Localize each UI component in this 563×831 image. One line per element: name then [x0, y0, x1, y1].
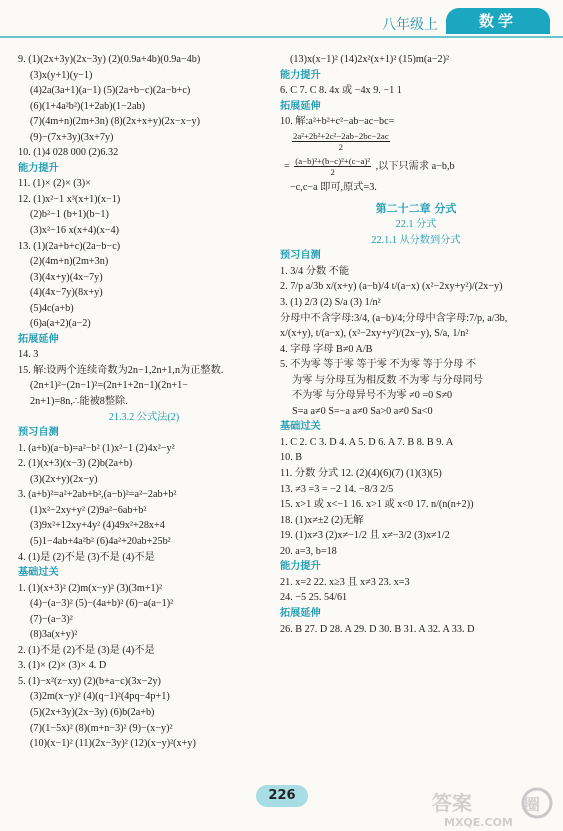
answer-line: 1. C 2. C 3. D 4. A 5. D 6. A 7. B 8. B 9. A — [280, 436, 454, 448]
section-title: 22.1 分式 — [395, 219, 437, 231]
header-rule — [0, 36, 563, 38]
answer-line: 1. 3/4 分数 不能 — [280, 265, 350, 277]
fraction-denominator: 2 — [338, 141, 344, 152]
answer-line: (4)2a(3a+1)(a−1) (5)(2a+b−c)(2a−b+c) — [30, 85, 191, 97]
left-column — [18, 52, 270, 752]
section-heading: 拓展延伸 — [280, 100, 321, 112]
answer-line: 11. (1)× (2)× (3)× — [18, 178, 91, 190]
answer-line: 20. a=3, b=18 — [280, 545, 337, 557]
answer-line: 3. (a+b)²=a²+2ab+b²,(a−b)²=a²−2ab+b² — [18, 489, 177, 501]
answer-line: 6. C 7. C 8. 4x 或 −4x 9. −1 1 — [280, 85, 402, 97]
answer-line: (3)(4x+y)(4x−7y) — [30, 271, 103, 283]
answer-line: 2. 7/p a/3b x/(x+y) (a−b)/4 t/(a−x) (x²−2xy+y²)/(2x−y) — [280, 281, 503, 293]
fraction — [294, 156, 371, 177]
answer-line: 26. B 27. D 28. A 29. D 30. B 31. A 32. A 33. D — [280, 623, 475, 635]
answer-line: 21. x=2 22. x≥3 且 x≠3 23. x=3 — [280, 576, 410, 588]
answer-line: (4)−(a−3)² (5)−(4a+b)² (6)−a(a−1)² — [30, 598, 174, 610]
answer-line: 11. 分数 分式 12. (2)(4)(6)(7) (1)(3)(5) — [280, 468, 442, 480]
answer-line: (5)(2x+3y)(2x−3y) (6)b(2a+b) — [30, 706, 155, 718]
answer-line: 10. 解:a²+b²+c²−ab−ac−bc= — [280, 116, 395, 128]
answer-line: (5)1−4ab+4a²b² (6)4a²+20ab+25b² — [30, 535, 171, 547]
subsection-title: 22.1.1 从分数到分式 — [371, 234, 461, 246]
fraction-denominator: 2 — [330, 166, 335, 177]
section-heading: 拓展延伸 — [280, 607, 321, 619]
answer-line: (3)(2x+y)(2x−y) — [30, 473, 98, 485]
answer-line: (7)(4m+n)(2m+3n) (8)(2x+x+y)(2x−x−y) — [30, 116, 200, 128]
answer-line: 15. x>1 或 x<−1 16. x>1 或 x<0 17. n/(n(n+2)) — [280, 499, 474, 511]
answer-line: 5. 不为零 等于零 等于零 不为零 等于分母 不 — [280, 359, 477, 371]
answer-line: (5)4c(a+b) — [30, 302, 74, 314]
answer-line: 13. (1)(2a+b+c)(2a−b−c) — [18, 240, 121, 252]
fraction-line: = $\frac{\text{(a−b)²+(b−c)²+(c−a)²}}{2}$ ,以下只需求 a−b,b — [284, 155, 455, 177]
answer-line: 不为零 与分母异号不为零 ≠0 =0 S≠0 — [292, 390, 453, 402]
fraction-line — [280, 130, 552, 154]
fraction-numerator: (a−b)²+(b−c)²+(c−a)² — [295, 155, 371, 166]
answer-line: 13. ≠3 =3 = −2 14. −8/3 2/5 — [280, 483, 394, 495]
answer-line: x/(x+y), t/(a−x), (x²−2xy+y²)/(2x−y), S/a, 1/n² — [280, 328, 469, 340]
answer-line: (1)x²−2xy+y² (2)9a²−6ab+b² — [30, 504, 147, 516]
answer-line: 9. (1)(2x+3y)(2x−3y) (2)(0.9a+4b)(0.9a−4b) — [18, 54, 201, 65]
answer-line: (2)b²−1 (b+1)(b−1) — [30, 209, 109, 221]
answer-line: 2. (1)(x+3)(x−3) (2)b(2a+b) — [18, 458, 133, 470]
answer-line: 4. 字母 字母 B≠0 A/B — [280, 343, 373, 355]
answer-line: (3)x(y+1)(y−1) — [30, 69, 93, 81]
svg-text:MXQE.COM: MXQE.COM — [444, 816, 513, 828]
answer-line: 5. (1)−x²(z−xy) (2)(b+a−c)(3x−2y) — [18, 675, 161, 687]
section-heading: 能力提升 — [280, 69, 321, 81]
answer-line: 10. B — [280, 452, 303, 464]
answer-line: 19. (1)x≠3 (2)x≠−1/2 且 x≠−3/2 (3)x≠1/2 — [280, 530, 450, 542]
answer-line: 2. (1)不是 (2)不是 (3)是 (4)不是 — [18, 644, 155, 656]
answer-line: (4)(4x−7y)(8x+y) — [30, 287, 103, 299]
answer-line: 18. (1)x≠±2 (2)无解 — [280, 514, 364, 526]
answer-line: 2n+1)=8n,∴能被8整除. — [30, 396, 128, 408]
subsection-title: 21.3.2 公式法(2) — [108, 411, 180, 423]
section-heading: 预习自测 — [280, 250, 321, 262]
answer-line: 为零 与分母互为相反数 不为零 与分母同号 — [292, 374, 484, 386]
answer-line: 14. 3 — [18, 349, 39, 361]
watermark-logo — [430, 786, 555, 828]
fraction-numerator: 2a²+2b²+2c²−2ab−2bc−2ac — [293, 130, 389, 141]
answer-line: 3. (1) 2/3 (2) S/a (3) 1/n² — [280, 297, 381, 309]
answer-line: 24. −5 25. 54/61 — [280, 592, 348, 604]
answer-line: (9)−(7x+3y)(3x+7y) — [30, 131, 114, 143]
chapter-title: 第二十二章 分式 — [375, 202, 457, 216]
grade-label: 八年级上 — [382, 17, 438, 33]
answer-line: (10)(x−1)² (11)(2x−3y)² (12)(x−y)²(x+y) — [30, 738, 196, 750]
answer-line: 1. (a+b)(a−b)=a²−b² (1)x²−1 (2)4x²−y² — [18, 442, 175, 454]
section-heading: 拓展延伸 — [18, 333, 59, 345]
answer-line: (3)x²−16 x(x+4)(x−4) — [30, 225, 120, 237]
section-heading: 能力提升 — [280, 561, 321, 573]
answer-line: 1. (1)(x+3)² (2)m(x−y)² (3)(3m+1)² — [18, 582, 163, 594]
answer-line: (8)3a(x+y)² — [30, 629, 78, 641]
section-heading: 能力提升 — [18, 162, 59, 174]
answer-line: S=a a≠0 S=−a a≠0 Sa>0 a≠0 Sa<0 — [292, 405, 433, 417]
answer-line: (7)−(a−3)² — [30, 613, 73, 625]
answer-line: (2n+1)²−(2n−1)²=(2n+1+2n−1)(2n+1− — [30, 380, 188, 392]
answer-line: (13)x(x−1)² (14)2x²(x+1)² (15)m(a−2)² — [290, 54, 450, 65]
right-column — [280, 52, 552, 637]
svg-text:圈: 圈 — [524, 795, 541, 814]
section-heading: 预习自测 — [18, 427, 59, 439]
subject-tab: 数学 — [446, 8, 550, 34]
answer-line: 3. (1)× (2)× (3)× 4. D — [18, 660, 107, 672]
answer-text: ,以下只需求 a−b,b — [375, 160, 455, 172]
answer-line: 10. (1)4 028 000 (2)6.32 — [18, 147, 119, 159]
section-heading: 基础过关 — [18, 567, 59, 579]
answer-line: (3)2m(x−y)² (4)(q−1)²(4pq−4p+1) — [30, 691, 170, 703]
answer-line: 分母中不含字母:3/4, (a−b)/4;分母中含字母:7/p, a/3b, — [280, 312, 508, 324]
svg-text:答案: 答案 — [432, 791, 472, 815]
answer-line: (3)9x²+12xy+4y² (4)49x²+28x+4 — [30, 520, 165, 532]
answer-line: (7)(1−5x)² (8)(m+n−3)² (9)−(x−y)² — [30, 722, 173, 734]
answer-line: (6)a(a+2)(a−2) — [30, 318, 91, 330]
fraction — [292, 131, 390, 152]
answer-line: (2)(4m+n)(2m+3n) — [30, 256, 109, 268]
answer-line: 4. (1)是 (2)不是 (3)不是 (4)不是 — [18, 551, 155, 563]
section-heading: 基础过关 — [280, 421, 321, 433]
answer-line: −c,c−a 即可,原式=3. — [290, 181, 377, 193]
answer-line: (6)(1+4a²b²)(1+2ab)(1−2ab) — [30, 100, 145, 112]
page-number: 226 — [256, 785, 308, 807]
answer-line: 12. (1)x²−1 x³(x+1)(x−1) — [18, 193, 121, 205]
answer-line: 15. 解:设两个连续奇数为2n−1,2n+1,n为正整数. — [18, 364, 224, 376]
